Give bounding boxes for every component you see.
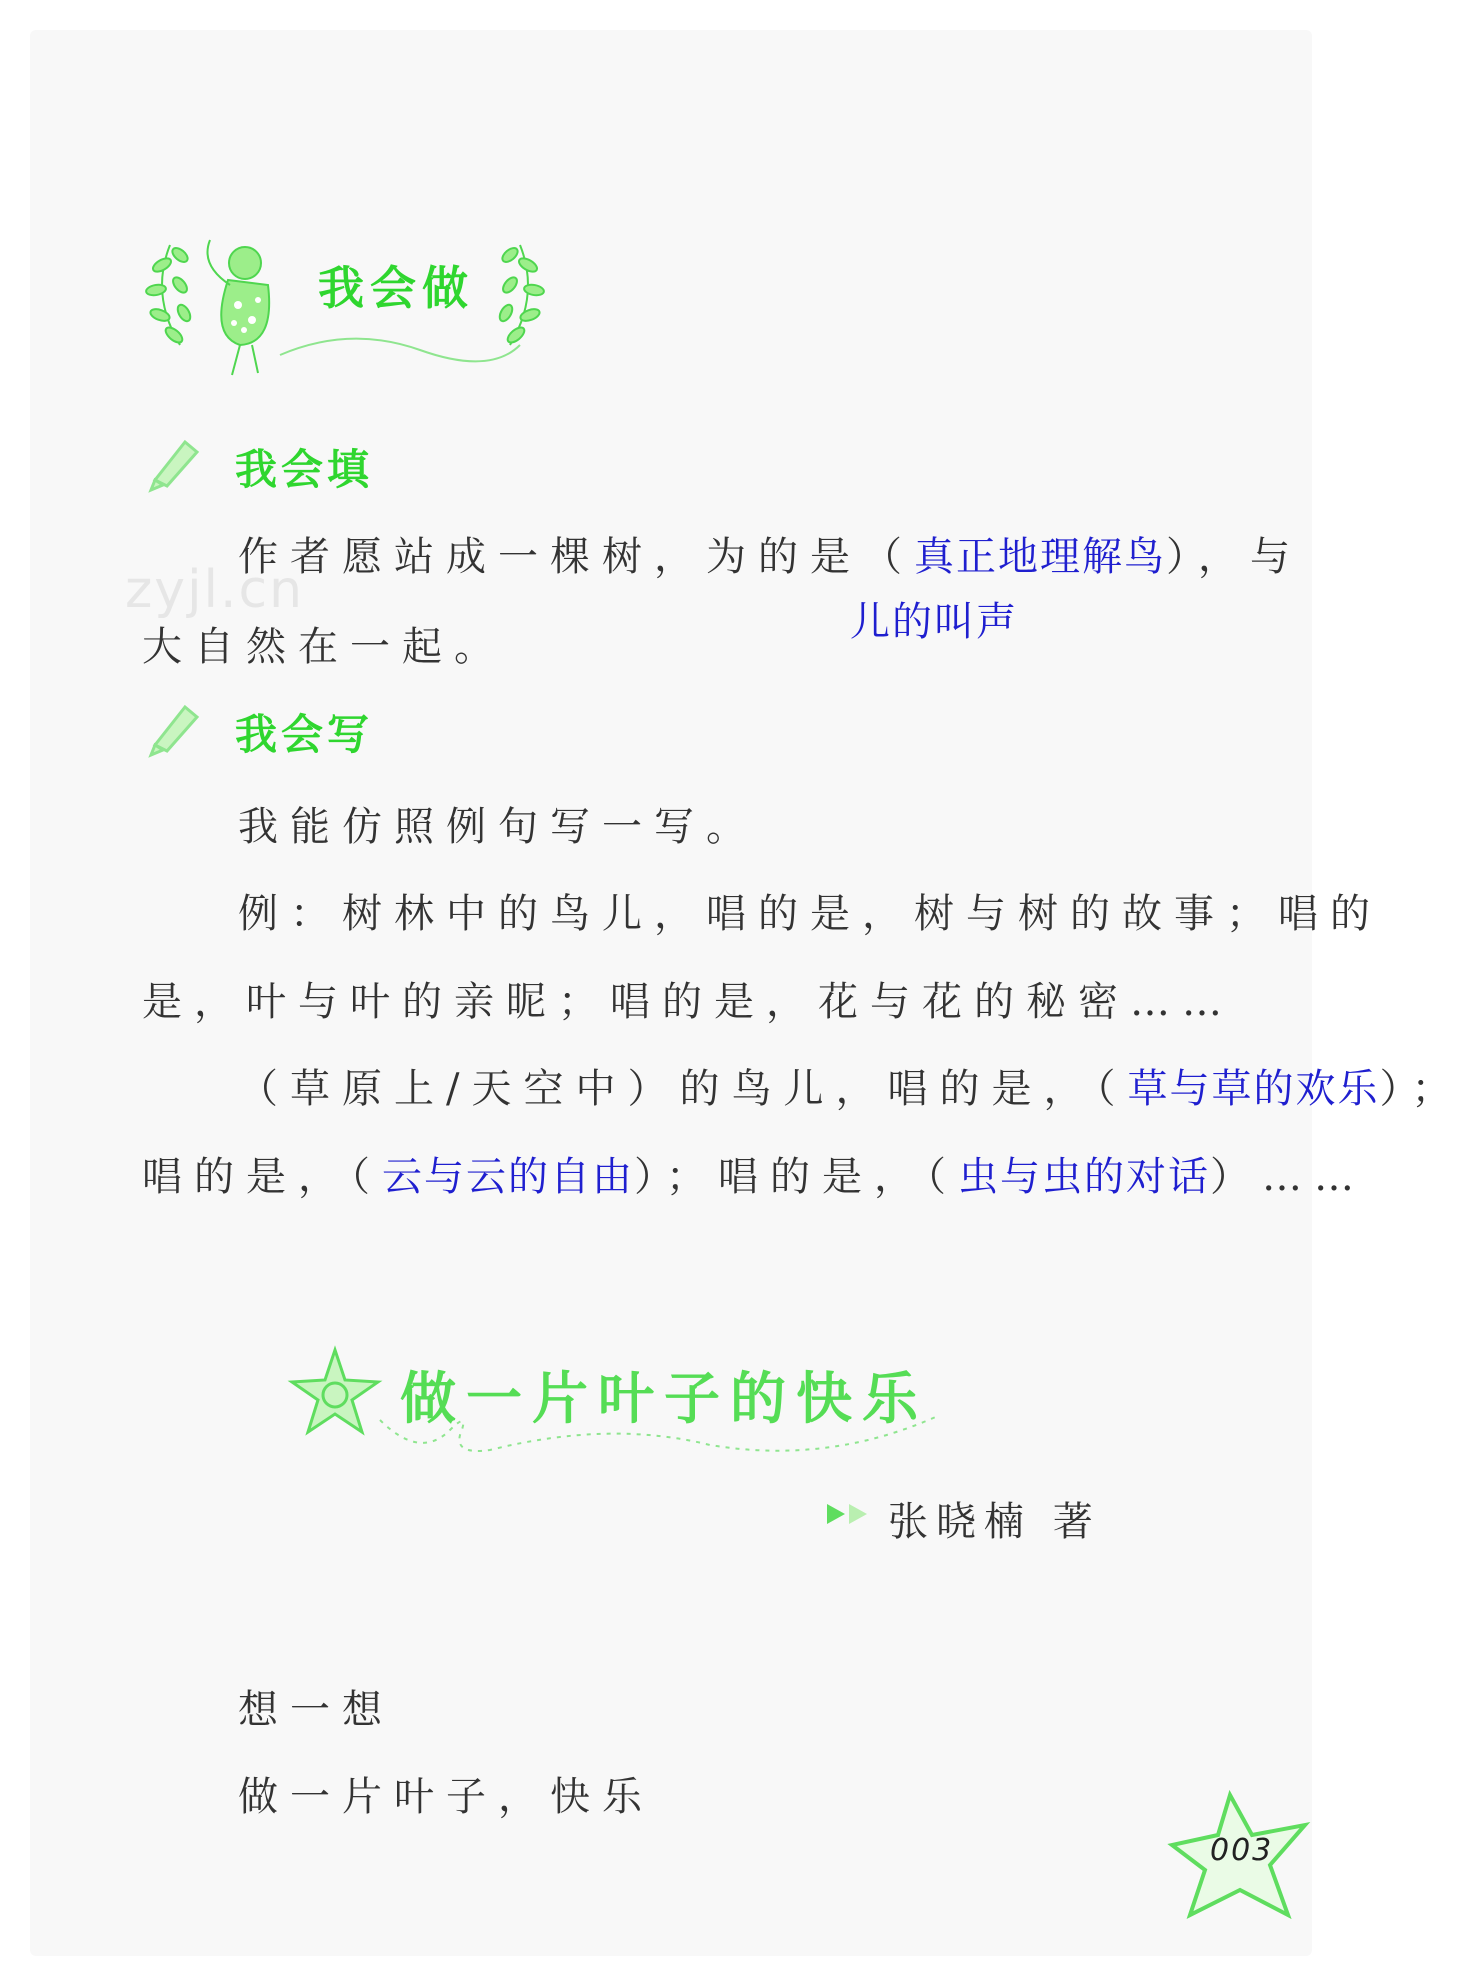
task-line-2-start: 唱的是，（	[142, 1154, 382, 1200]
fill-answer-b: 儿的叫声	[850, 599, 1018, 645]
write-instruction: 我能仿照例句写一写。	[238, 804, 758, 850]
chapter-title: 做一片叶子的快乐	[400, 1367, 928, 1432]
example-line-1: 例：树林中的鸟儿，唱的是，树与树的故事；唱的	[238, 891, 1382, 937]
task-answer-1: 草与草的欢乐	[1127, 1066, 1380, 1112]
task-end: ）……	[1210, 1154, 1366, 1200]
chapter-author: 张晓楠 著	[888, 1499, 1101, 1545]
think-heading: 想一想	[238, 1687, 394, 1733]
pencil-icon	[145, 695, 205, 755]
section2-line: 做一片叶子，快乐	[238, 1774, 654, 1820]
section-heading: 我会做	[318, 261, 474, 315]
fill-line-1	[238, 525, 1302, 582]
fill-answer-a: 真正地理解鸟	[914, 534, 1166, 580]
page-number: 003	[1210, 1833, 1274, 1868]
task-answer-3: 虫与虫的对话	[958, 1154, 1210, 1200]
arrow-icon	[825, 1502, 875, 1526]
task-answer-2: 云与云的自由	[382, 1154, 634, 1200]
task-prefix: （草原上/天空中）的鸟儿，唱的是，（	[238, 1066, 1128, 1112]
fill-title: 我会填	[235, 445, 374, 494]
fill-line-1-text: 作者愿站成一棵树，为的是（	[238, 534, 914, 580]
fill-line-2: 大自然在一起。	[142, 624, 506, 670]
example-line-2: 是，叶与叶的亲昵；唱的是，花与花的秘密……	[142, 979, 1234, 1025]
task-line-1	[238, 1057, 1463, 1114]
pencil-icon	[145, 430, 205, 490]
write-title: 我会写	[235, 710, 374, 759]
task-line-2	[142, 1145, 1366, 1202]
fill-line-1-end: ），与	[1166, 534, 1302, 580]
watermark: zyjl.cn	[125, 560, 305, 620]
task-sep-2: ）；唱的是，（	[634, 1154, 958, 1200]
task-sep-1: ）；	[1379, 1066, 1463, 1112]
